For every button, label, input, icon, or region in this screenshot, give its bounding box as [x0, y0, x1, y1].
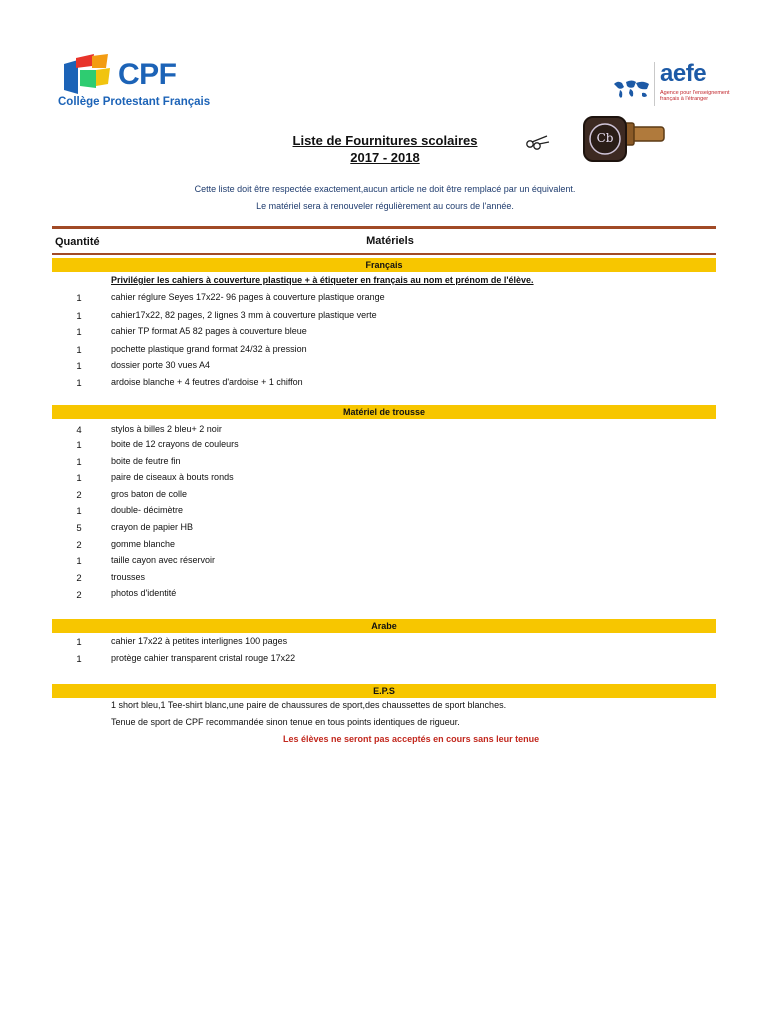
item-label: gomme blanche: [111, 539, 176, 549]
item-quantity: 1: [76, 506, 82, 517]
aefe-logo-text: aefe: [660, 60, 707, 87]
stamp-text: Cb: [596, 131, 614, 145]
column-header-quantity: Quantité: [55, 236, 100, 248]
aefe-logo-subtext: Agence pour l'enseignement français à l'étranger: [660, 90, 730, 102]
item-label: gros baton de colle: [111, 489, 188, 499]
eps-warning: Les élèves ne seront pas acceptés en cours sans leur tenue: [283, 734, 540, 744]
item-quantity: 2: [76, 590, 82, 601]
section-band-arabe: Arabe: [52, 619, 716, 633]
section-band-francais: Français: [52, 258, 716, 272]
item-label: boite de 12 crayons de couleurs: [111, 439, 239, 449]
notice-line-2: Le matériel sera à renouveler régulièrement au cours de l'année.: [256, 201, 514, 211]
francais-note: Privilégier les cahiers à couverture plastique + à étiqueter en français au nom et prénom de l'élève.: [111, 275, 534, 285]
item-quantity: 1: [76, 457, 82, 468]
column-header-materials: Matériels: [366, 235, 414, 247]
item-quantity: 5: [76, 523, 82, 534]
table-header-rule: [52, 253, 716, 255]
item-label: crayon de papier HB: [111, 522, 194, 532]
eps-line-1: 1 short bleu,1 Tee-shirt blanc,une paire de chaussures de sport,des chaussettes de sport blanches.: [111, 700, 507, 710]
world-map-icon: [612, 78, 652, 102]
item-label: protège cahier transparent cristal rouge 17x22: [111, 653, 296, 663]
item-quantity: 1: [76, 345, 82, 356]
item-label: photos d'identité: [111, 588, 177, 598]
section-band-trousse: Matériel de trousse: [52, 405, 716, 419]
aefe-logo: [612, 62, 732, 108]
title-line-1: Liste de Fournitures scolaires: [292, 133, 478, 148]
scissors-icon: [525, 133, 553, 151]
item-label: dossier porte 30 vues A4: [111, 360, 211, 370]
item-quantity: 1: [76, 378, 82, 389]
stamp-icon: [578, 113, 668, 165]
item-quantity: 1: [76, 637, 82, 648]
notice-line-1: Cette liste doit être respectée exactement,aucun article ne doit être remplacé par un équivalent.: [194, 184, 576, 194]
item-quantity: 1: [76, 440, 82, 451]
item-label: ardoise blanche + 4 feutres d'ardoise + 1 chiffon: [111, 377, 303, 387]
item-label: trousses: [111, 572, 146, 582]
cpf-logo-mark-icon: [62, 54, 112, 96]
item-label: taille cayon avec réservoir: [111, 555, 216, 565]
item-quantity: 2: [76, 573, 82, 584]
eps-line-2: Tenue de sport de CPF recommandée sinon tenue en tous points identiques de rigueur.: [111, 717, 460, 727]
item-label: stylos à billes 2 bleu+ 2 noir: [111, 424, 222, 434]
item-label: double- décimètre: [111, 505, 184, 515]
cpf-logo: [58, 52, 211, 114]
item-quantity: 1: [76, 473, 82, 484]
title-line-2: 2017 - 2018: [350, 150, 420, 165]
item-quantity: 1: [76, 361, 82, 372]
item-label: cahier 17x22 à petites interlignes 100 pages: [111, 636, 288, 646]
item-quantity: 4: [76, 425, 82, 436]
section-band-eps: E.P.S: [52, 684, 716, 698]
item-quantity: 1: [76, 327, 82, 338]
item-label: paire de ciseaux à bouts ronds: [111, 472, 234, 482]
item-label: cahier TP format A5 82 pages à couverture bleue: [111, 326, 307, 336]
item-label: cahier réglure Seyes 17x22- 96 pages à couverture plastique orange: [111, 292, 385, 302]
aefe-logo-divider: [654, 62, 655, 106]
item-label: pochette plastique grand format 24/32 à pression: [111, 344, 307, 354]
cpf-logo-subtitle: Collège Protestant Français: [58, 96, 211, 108]
item-quantity: 1: [76, 293, 82, 304]
document-title: [230, 132, 540, 166]
item-quantity: 2: [76, 490, 82, 501]
item-label: boite de feutre fin: [111, 456, 181, 466]
item-quantity: 1: [76, 311, 82, 322]
table-top-rule: [52, 226, 716, 229]
item-quantity: 2: [76, 540, 82, 551]
item-label: cahier17x22, 82 pages, 2 lignes 3 mm à couverture plastique verte: [111, 310, 377, 320]
cpf-logo-text: CPF: [118, 58, 177, 91]
item-quantity: 1: [76, 556, 82, 567]
item-quantity: 1: [76, 654, 82, 665]
